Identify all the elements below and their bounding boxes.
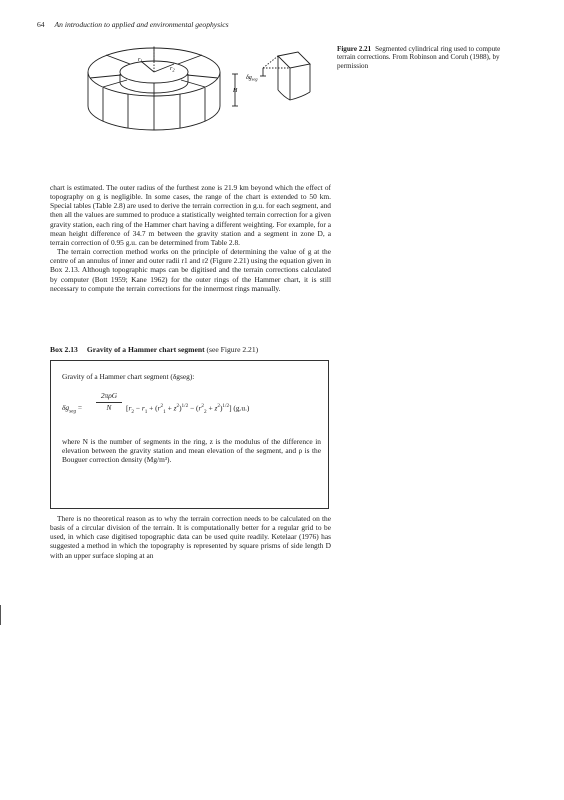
paragraph: There is no theoretical reason as to why the terrain correction needs to be calculated on the basis of a circular division of the terrain. It is computationally better for a regular grid to be used, in which case digitised topographic data can be used quite readily. Ketelaar (1976) has suggested a method in which the topography is represented by square prisms of side length D with an upper surface sloping at an <box>50 514 331 560</box>
equation-rhs: $[r_2 - r_1 + (r^2_1 + z^2)^{1/2} - (r^2_2 + z^2)^{1/2}]$ (g.u.) <box>126 403 250 415</box>
box-heading <box>50 345 331 355</box>
label-gseg: δg <box>246 75 252 81</box>
caption-label: Figure 2.21 <box>337 45 372 53</box>
label-r1-sub: 1 <box>140 58 143 64</box>
paragraph: The terrain correction method works on the principle of determining the value of g at the centre of an annulus of inner and outer radii r1 and r2 (Figure 2.21) using the equation given in Box 2.13. Although topographic maps can be digitised and the terrain corrections calculated by computer (Bott 1959; Kane 1962) for the outer rings of the Hammer chart, it is still necessary to compute the terrain corrections for the innermost rings manually. <box>50 247 331 293</box>
svg-text:δgseg <box>246 75 258 82</box>
label-r1: r <box>138 57 141 63</box>
label-r2: r <box>170 66 173 72</box>
label-r2-sub: 2 <box>172 67 175 73</box>
running-header <box>37 20 477 30</box>
body-text-before-box <box>50 183 331 293</box>
svg-text:r2 <box>170 66 175 73</box>
caption-text: Segmented cylindrical ring used to compute terrain corrections. From Robinson and Coruh (1988), by permission <box>337 45 501 70</box>
fraction-numerator: 2πρG <box>100 391 118 400</box>
equation-units: (g.u.) <box>233 403 250 413</box>
box-title: Gravity of a Hammer chart segment <box>86 345 205 354</box>
fraction-denominator: N <box>106 403 112 412</box>
equation-fraction <box>94 391 124 413</box>
figure-caption <box>337 45 517 70</box>
page-number: 64 <box>37 20 45 29</box>
equation-lhs: $\delta g_{seg}$ = <box>62 403 83 415</box>
label-height: H <box>233 88 238 94</box>
figure-2-21 <box>60 40 322 152</box>
book-title: An introduction to applied and environmental geophysics <box>54 20 229 29</box>
label-gseg-sub: seg <box>251 76 258 82</box>
margin-rule <box>0 605 1 625</box>
box-number: Box 2.13 <box>50 345 78 354</box>
box-2-13 <box>50 360 329 509</box>
body-text-after-box <box>50 514 331 560</box>
paragraph: chart is estimated. The outer radius of the furthest zone is 21.9 km beyond which the effect of topography on g is negligible. In some cases, the range of the chart is extended to 50 km. Special tables (Table 2.8) are used to derive the terrain correction in g.u. for each segment, and then all the values are summed to produce a statistically weighted terrain correction for a given gravity station, each ring of the Hammer chart having a different weighting. For example, for a mean height difference of 34.7 m between the gravity station and a segment in zone D, a terrain correction of 0.95 g.u. can be determined from Table 2.8. <box>50 183 331 247</box>
box-intro: Gravity of a Hammer chart segment (δgseg): <box>62 372 195 381</box>
segmented-ring-illustration <box>60 40 322 152</box>
box-description: where N is the number of segments in the ring, z is the modulus of the difference in elevation between the gravity station and mean elevation of the segment, and ρ is the Bouguer correction density (Mg/m³). <box>62 437 321 465</box>
svg-text:r1 <box>138 57 143 64</box>
hammer-segment-equation <box>62 391 324 423</box>
box-title-ref: (see Figure 2.21) <box>204 345 259 354</box>
